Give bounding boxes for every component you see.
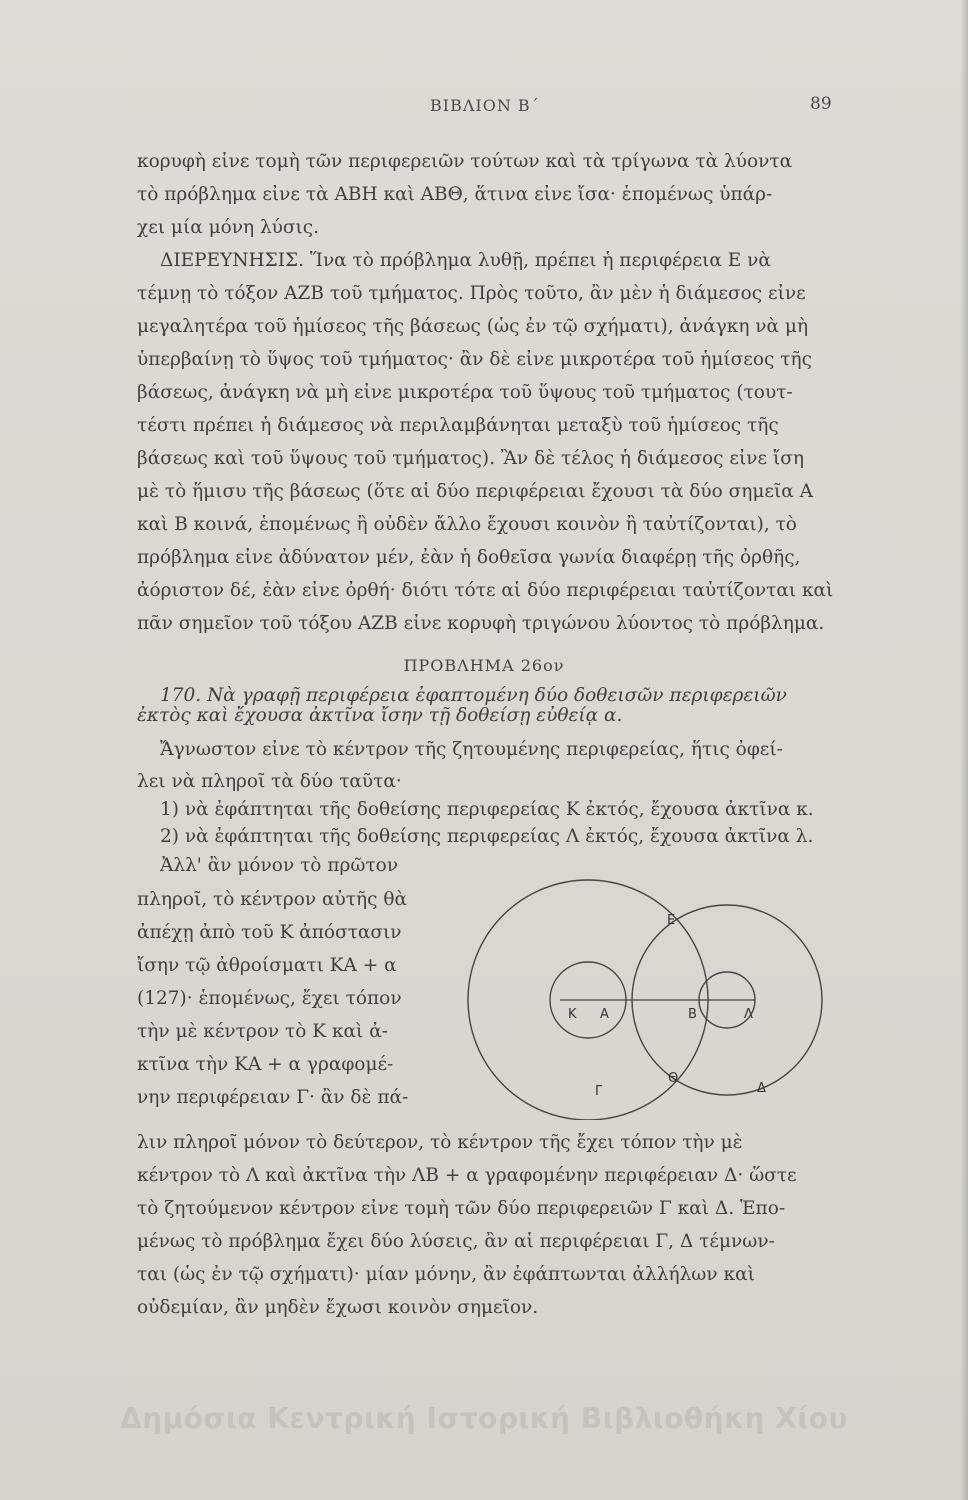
text-line: ται (ὡς ἐν τῷ σχήματι)· μίαν μόνην, ἂν ἐφάπτωνται ἀλλήλων καὶ (137, 1265, 755, 1285)
text-line: 1) νὰ ἐφάπτηται τῆς δοθείσης περιφερείας Κ ἐκτός, ἔχουσα ἀκτῖνα κ. (160, 800, 814, 820)
label-lambda: Λ (744, 1007, 753, 1022)
text-line: οὐδεμίαν, ἂν μηδὲν ἔχωσι κοινὸν σημεῖον. (137, 1298, 539, 1318)
text-line: κέντρον τὸ Λ καὶ ἀκτῖνα τὴν ΛΒ + α γραφομένην περιφέρειαν Δ· ὥστε (137, 1166, 797, 1186)
label-a: Α (600, 1007, 609, 1022)
text-line: πληροῖ, τὸ κέντρον αὐτῆς θὰ (137, 890, 407, 910)
text-line: ἀόριστον δέ, ἐὰν εἶνε ὀρθή· διότι τότε αἱ δύο περιφέρειαι ταὐτίζονται καὶ (137, 581, 834, 601)
text-line: τὴν μὲ κέντρον τὸ Κ καὶ ἀ- (137, 1022, 388, 1042)
text-line: ὑπερβαίνῃ τὸ ὕψος τοῦ τμήματος· ἂν δὲ εἶνε μικροτέρα τοῦ ἡμίσεος τῆς (137, 350, 812, 370)
text-line: νην περιφέρειαν Γ· ἂν δὲ πά- (137, 1088, 409, 1108)
label-gamma: Γ (595, 1084, 603, 1099)
text-line: Ἄγνωστον εἶνε τὸ κέντρον τῆς ζητουμένης περιφερείας, ἥτις ὀφεί- (160, 740, 783, 760)
text-line: Ἀλλ' ἂν μόνον τὸ πρῶτον (160, 856, 399, 876)
label-b: Β (688, 1007, 697, 1022)
text-line: τὸ πρόβλημα εἶνε τὰ ΑΒΗ καὶ ΑΒΘ, ἅτινα εἶνε ἴσα· ἑπομένως ὑπάρ- (137, 185, 773, 205)
page-edge-shadow (960, 0, 968, 1500)
text-line: βάσεως καὶ τοῦ ὕψους τοῦ τμήματος). Ἂν δὲ τέλος ἡ διάμεσος εἶνε ἴση (137, 449, 804, 469)
text-line: βάσεως, ἀνάγκη νὰ μὴ εἶνε μικροτέρα τοῦ ὕψους τοῦ τμήματος (τουτ- (137, 383, 793, 403)
text-line: ΔΙΕΡΕΥΝΗΣΙΣ. Ἵνα τὸ πρόβλημα λυθῇ, πρέπει ἡ περιφέρεια Ε νὰ (160, 251, 771, 271)
problem-heading: ΠΡΟΒΛΗΜΑ 26ον (403, 656, 565, 675)
text-line: μὲ τὸ ἥμισυ τῆς βάσεως (ὅτε αἱ δύο περιφέρειαι ἔχουσι τὰ δύο σημεῖα Α (137, 482, 813, 502)
text-line: ἐκτὸς καὶ ἔχουσα ἀκτῖνα ἴσην τῇ δοθείσῃ εὐθείᾳ α. (137, 706, 623, 726)
text-line: κτῖνα τὴν ΚΑ + α γραφομέ- (137, 1055, 394, 1075)
text-line: λιν πληροῖ μόνον τὸ δεύτερον, τὸ κέντρον τῆς ἔχει τόπον τὴν μὲ (137, 1133, 743, 1153)
text-line: ἀπέχῃ ἀπὸ τοῦ Κ ἀπόστασιν (137, 923, 402, 943)
text-line: κορυφὴ εἶνε τομὴ τῶν περιφερειῶν τούτων καὶ τὰ τρίγωνα τὰ λύοντα (137, 152, 793, 172)
text-line: πᾶν σημεῖον τοῦ τόξου ΑΖΒ εἶνε κορυφὴ τριγώνου λύοντος τὸ πρόβλημα. (137, 614, 825, 634)
text-line: 170. Νὰ γραφῇ περιφέρεια ἐφαπτομένη δύο δοθεισῶν περιφερειῶν (160, 686, 787, 706)
figure-svg (455, 870, 865, 1120)
label-delta: Δ (757, 1081, 766, 1096)
text-line: πρόβλημα εἶνε ἀδύνατον μέν, ἐὰν ἡ δοθεῖσα γωνία διαφέρῃ τῆς ὀρθῆς, (137, 548, 801, 568)
text-line: μεγαλητέρα τοῦ ἡμίσεος τῆς βάσεως (ὡς ἐν τῷ σχήματι), ἀνάγκη νὰ μὴ (137, 317, 809, 337)
geometry-figure (455, 870, 865, 1120)
text-line: μένως τὸ πρόβλημα ἔχει δύο λύσεις, ἂν αἱ περιφέρειαι Γ, Δ τέμνων- (137, 1232, 775, 1252)
text-line: (127)· ἑπομένως, ἔχει τόπον (137, 989, 402, 1009)
text-line: 2) νὰ ἐφάπτηται τῆς δοθείσης περιφερείας Λ ἐκτός, ἔχουσα ἀκτῖνα λ. (160, 827, 814, 847)
text-line: ἴσην τῷ ἀθροίσματι ΚΑ + α (137, 956, 397, 976)
text-line: χει μία μόνη λύσις. (137, 218, 320, 238)
running-head: ΒΙΒΛΙΟΝ Β΄ (430, 96, 540, 115)
label-k: Κ (568, 1007, 577, 1022)
text-line: λει νὰ πληροῖ τὰ δύο ταῦτα· (137, 772, 402, 792)
text-line: τὸ ζητούμενον κέντρον εἶνε τομὴ τῶν δύο περιφερειῶν Γ καὶ Δ. Ἑπο- (137, 1199, 786, 1219)
text-line: καὶ Β κοινά, ἑπομένως ἢ οὐδὲν ἄλλο ἔχουσι κοινὸν ἢ ταὐτίζονται), τὸ (137, 515, 797, 535)
text-line: τέστι πρέπει ἡ διάμεσος νὰ περιλαμβάνηται μεταξὺ τοῦ ἡμίσεος τῆς (137, 416, 779, 436)
label-e: Ε (667, 913, 676, 928)
text-line: τέμνῃ τὸ τόξον ΑΖΒ τοῦ τμήματος. Πρὸς τοῦτο, ἂν μὲν ἡ διάμεσος εἶνε (137, 284, 806, 304)
page-number: 89 (810, 94, 832, 114)
label-theta: Θ (668, 1071, 679, 1086)
library-watermark: Δημόσια Κεντρική Ιστορική Βιβλιοθήκη Χίου (120, 1402, 848, 1435)
